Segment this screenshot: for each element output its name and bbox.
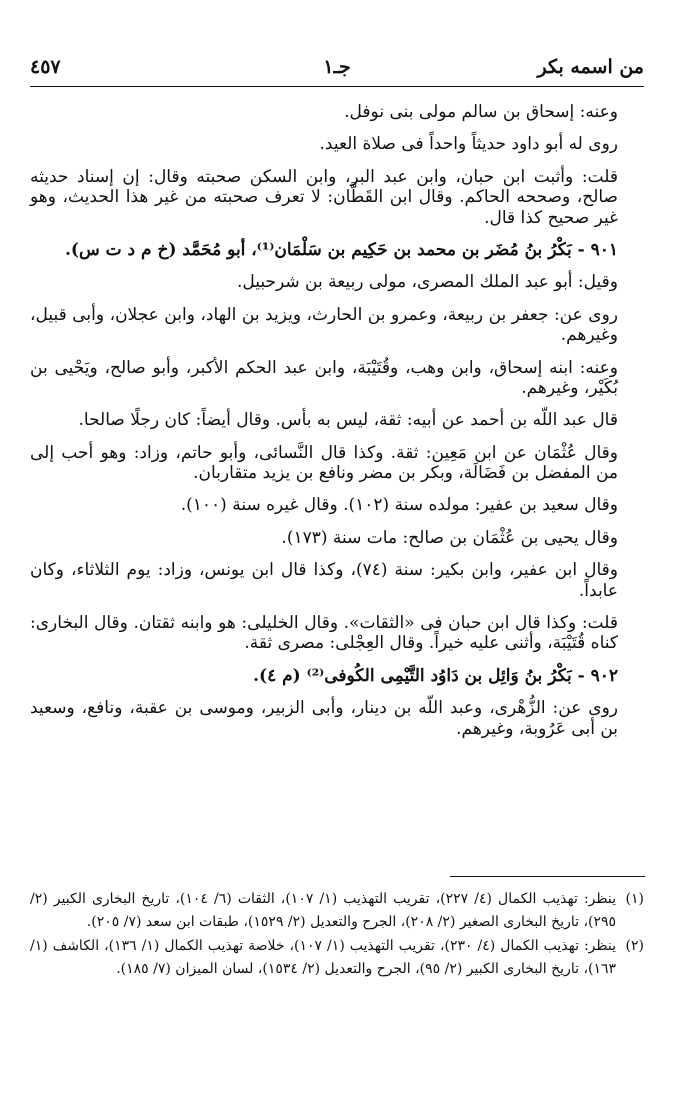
paragraph-narration: روى له أبو داود حديثاً واحداً فى صلاة العيد.: [319, 134, 618, 155]
paragraph-comment: قلت: وأثبت ابن حبان، وابن عبد البر، وابن السكن صحبته وقال: إن إسناد حديثه صالح، وصححه الحاكم. وقال ابن القَطَّان: لا تعرف صحبته من غير هذا الحديث، وهو غير صحيح كذا قال.: [30, 166, 618, 228]
footnotes: [30, 888, 644, 983]
paragraph-death: وقال يحيى بن عُثْمَان بن صالح: مات سنة (١٧٣).: [281, 527, 618, 548]
paragraph-narrated-from: روى عن: جعفر بن ربيعة، وعمرو بن الحارث، ويزيد بن الهاد، وابن عجلان، وأبى قبيل، وغيرهم.: [30, 304, 618, 346]
paragraph-death-alt: وقال ابن عفير، وابن بكير: سنة (٧٤)، وكذا قال ابن يونس، وزاد: يوم الثلاثاء، وكان عابداً.: [30, 560, 618, 601]
footnote-number: (١): [625, 891, 644, 907]
page-number: ٤٥٧: [30, 56, 61, 78]
page-header: [30, 52, 644, 87]
paragraph-narrators-from: وعنه: إسحاق بن سالم مولى بنى نوفل.: [344, 102, 618, 122]
paragraph-grading-ahmad: قال عبد اللّه بن أحمد عن أبيه: ثقة، ليس به بأس. وقال أيضاً: كان رجلًا صالحا.: [78, 410, 618, 431]
running-title: من اسمه بكر: [537, 56, 644, 78]
paragraph-comment-2: قلت: وكذا قال ابن حبان فى «الثقات». وقال الخليلى: هو وابنه ثقتان. وقال البخارى: كناه قُتَيْبَة، وأثنى عليه خيراً. وقال العِجْلى: مصرى ثقة.: [30, 613, 618, 654]
paragraph-narrators: وعنه: ابنه إسحاق، وابن وهب، وقُتَيْبَة، وابن عبد الحكم الأكبر، وأبو صالح، ويَحْيى بن بُكَيْر، وغيرهم.: [30, 357, 618, 398]
main-text: [30, 96, 644, 745]
entry-heading-901: ٩٠١ - بَكْرُ بنُ مُضَر بن محمد بن حَكِيم بن سَلْمَان⁽¹⁾، أبو مُحَمَّد (خ م د ت س).: [64, 239, 618, 260]
footnote: [30, 935, 644, 980]
footnote-text: ينظر: تهذيب الكمال (٤/ ٢٣٠)، تقريب التهذيب (١/ ١٠٧)، خلاصة تهذيب الكمال (١/ ١٣٦)، الكاشف (١/ ١٦٣)، تاريخ البخارى الكبير (٢/ ٩٥)، الجرح والتعديل (٢/ ١٥٣٤)، لسان الميزان (٧/ ١٨٥).: [30, 938, 617, 978]
footnote-number: (٢): [625, 938, 644, 955]
footnote: [30, 888, 644, 933]
paragraph-narrated-from-2: روى عن: الزُّهْرى، وعبد اللّه بن دينار، وأبى الزبير، وموسى بن عقبة، ونافع، وسعيد بن أبى عَرُوبة، وغيرهم.: [30, 698, 618, 739]
volume-number: جـ١: [323, 56, 351, 78]
footnote-text: ينظر: تهذيب الكمال (٤/ ٢٢٧)، تقريب التهذيب (١/ ١٠٧)، الثقات (٦/ ١٠٤)، تاريخ البخارى الكبير (٢/ ٢٩٥)، تاريخ البخارى الصغير (٢/ ٢٠٨)، الجرح والتعديل (٢/ ١٥٢٩)، طبقات ابن سعد (٧/ ٢٠٥).: [30, 891, 617, 930]
paragraph-grading-ibn-main: وقال عُثْمَان عن ابن مَعِين: ثقة. وكذا قال النَّسائى، وأبو حاتم، وزاد: وهو أحب إلى من المفضل بن فَضَالَة، وبكر بن مضر ونافع بن يزيد متقاربان.: [30, 442, 618, 484]
footnote-divider: [450, 876, 645, 877]
entry-heading-902: ٩٠٢ - بَكْرُ بنُ وَائِل بن دَاوُد التَّيْمِى الكُوفى⁽²⁾ (م ٤).: [253, 665, 618, 686]
paragraph-kunya: وقيل: أبو عبد الملك المصرى، مولى ربيعة بن شرحبيل.: [236, 272, 618, 293]
paragraph-birth: وقال سعيد بن عفير: مولده سنة (١٠٢). وقال غيره سنة (١٠٠).: [180, 495, 618, 516]
